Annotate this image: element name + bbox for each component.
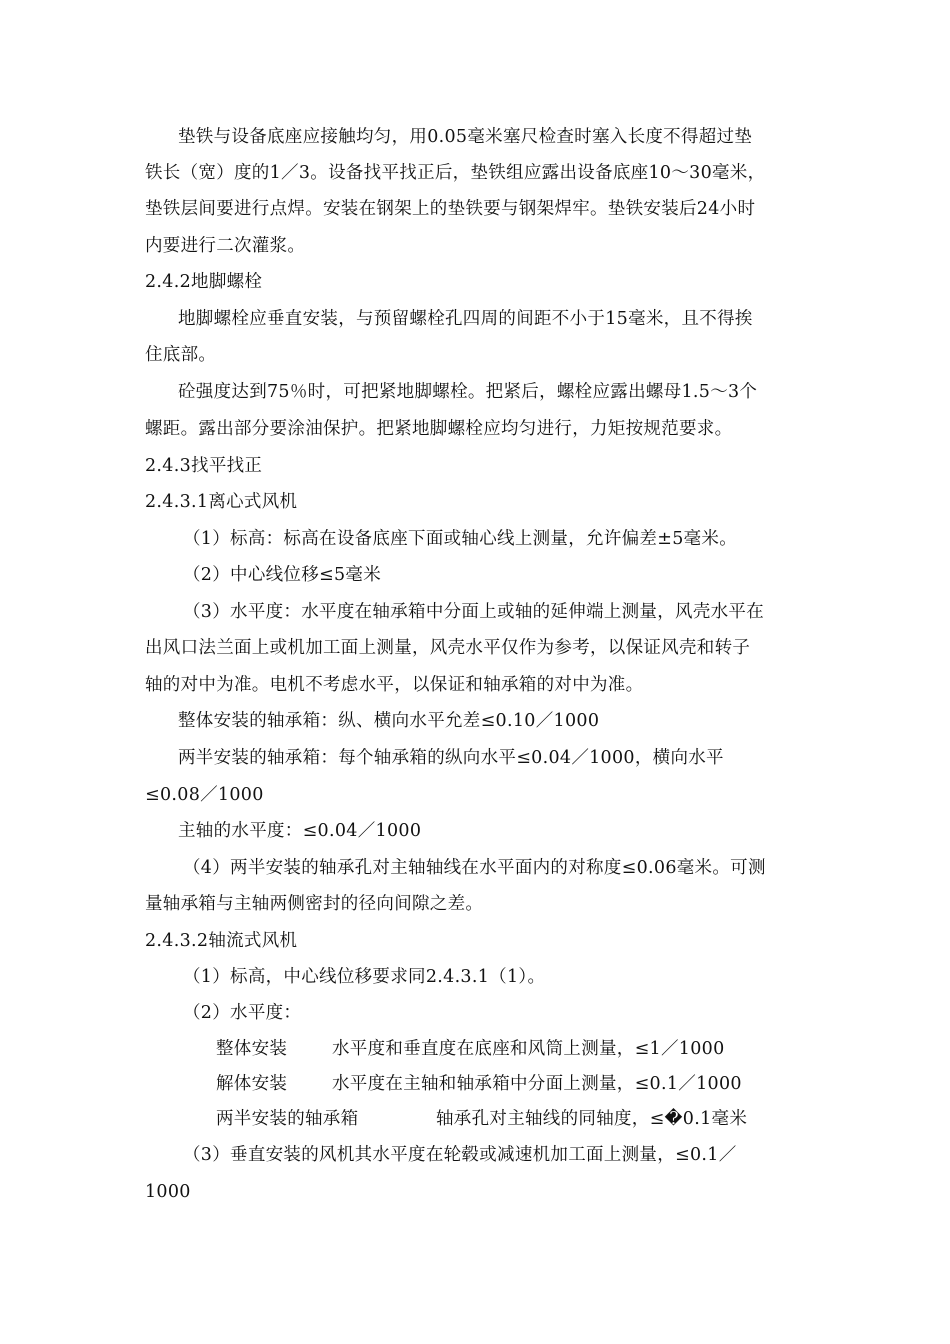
row-value: 轴承孔对主轴线的同轴度，≤�0.1毫米 xyxy=(436,1109,748,1129)
paragraph-anchor-bolt-line: 住底部。 xyxy=(145,345,217,365)
whole-bearing-box: 整体安装的轴承箱：纵、横向水平允差≤0.10／1000 xyxy=(178,711,600,731)
row-value: 水平度在主轴和轴承箱中分面上测量，≤0.1／1000 xyxy=(332,1074,742,1094)
axial-item-vertical-line: 1000 xyxy=(145,1182,191,1202)
half-bearing-box-line: ≤0.08／1000 xyxy=(145,785,264,805)
row-label: 两半安装的轴承箱 xyxy=(216,1109,359,1129)
half-bearing-box-line: 两半安装的轴承箱：每个轴承箱的纵向水平≤0.04／1000，横向水平 xyxy=(178,748,724,768)
paragraph-shim-line: 垫铁层间要进行点焊。安装在钢架上的垫铁要与钢架焊牢。垫铁安装后24小时 xyxy=(145,199,756,219)
paragraph-shim-line: 垫铁与设备底座应接触均匀，用0.05毫米塞尺检查时塞入长度不得超过垫 xyxy=(178,127,753,147)
paragraph-tightening-line: 螺距。露出部分要涂油保护。把紧地脚螺栓应均匀进行，力矩按规范要求。 xyxy=(145,419,733,439)
item-centerline: （2）中心线位移≤5毫米 xyxy=(183,565,382,585)
item-levelness-line: （3）水平度：水平度在轴承箱中分面上或轴的延伸端上测量，风壳水平在 xyxy=(183,602,765,622)
row-label: 解体安装 xyxy=(216,1074,288,1094)
paragraph-shim-line: 铁长（宽）度的1／3。设备找平找正后，垫铁组应露出设备底座10～30毫米， xyxy=(145,163,766,183)
item-symmetry-line: 量轴承箱与主轴两侧密封的径向间隙之差。 xyxy=(145,894,484,914)
section-heading-2-4-3-1: 2.4.3.1离心式风机 xyxy=(145,492,298,512)
item-levelness-line: 出风口法兰面上或机加工面上测量，风壳水平仅作为参考，以保证风壳和转子 xyxy=(145,638,751,658)
item-levelness-line: 轴的对中为准。电机不考虑水平，以保证和轴承箱的对中为准。 xyxy=(145,675,644,695)
section-heading-2-4-2: 2.4.2地脚螺栓 xyxy=(145,272,263,292)
item-elevation: （1）标高：标高在设备底座下面或轴心线上测量，允许偏差±5毫米。 xyxy=(183,529,738,549)
item-symmetry-line: （4）两半安装的轴承孔对主轴轴线在水平面内的对称度≤0.06毫米。可测 xyxy=(183,858,766,878)
axial-item-vertical-line: （3）垂直安装的风机其水平度在轮毂或减速机加工面上测量，≤0.1／ xyxy=(183,1145,737,1165)
row-label: 整体安装 xyxy=(216,1039,288,1059)
paragraph-tightening-line: 砼强度达到75％时，可把紧地脚螺栓。把紧后，螺栓应露出螺母1.5～3个 xyxy=(178,382,758,402)
paragraph-shim-line: 内要进行二次灌浆。 xyxy=(145,236,306,256)
spindle-levelness: 主轴的水平度：≤0.04／1000 xyxy=(178,821,422,841)
row-value: 水平度和垂直度在底座和风筒上测量，≤1／1000 xyxy=(332,1039,725,1059)
section-heading-2-4-3: 2.4.3找平找正 xyxy=(145,456,263,476)
axial-item-elevation: （1）标高，中心线位移要求同2.4.3.1（1）。 xyxy=(183,967,546,987)
axial-item-levelness: （2）水平度： xyxy=(183,1003,302,1023)
paragraph-anchor-bolt-line: 地脚螺栓应垂直安装，与预留螺栓孔四周的间距不小于15毫米，且不得挨 xyxy=(178,309,753,329)
section-heading-2-4-3-2: 2.4.3.2轴流式风机 xyxy=(145,931,298,951)
